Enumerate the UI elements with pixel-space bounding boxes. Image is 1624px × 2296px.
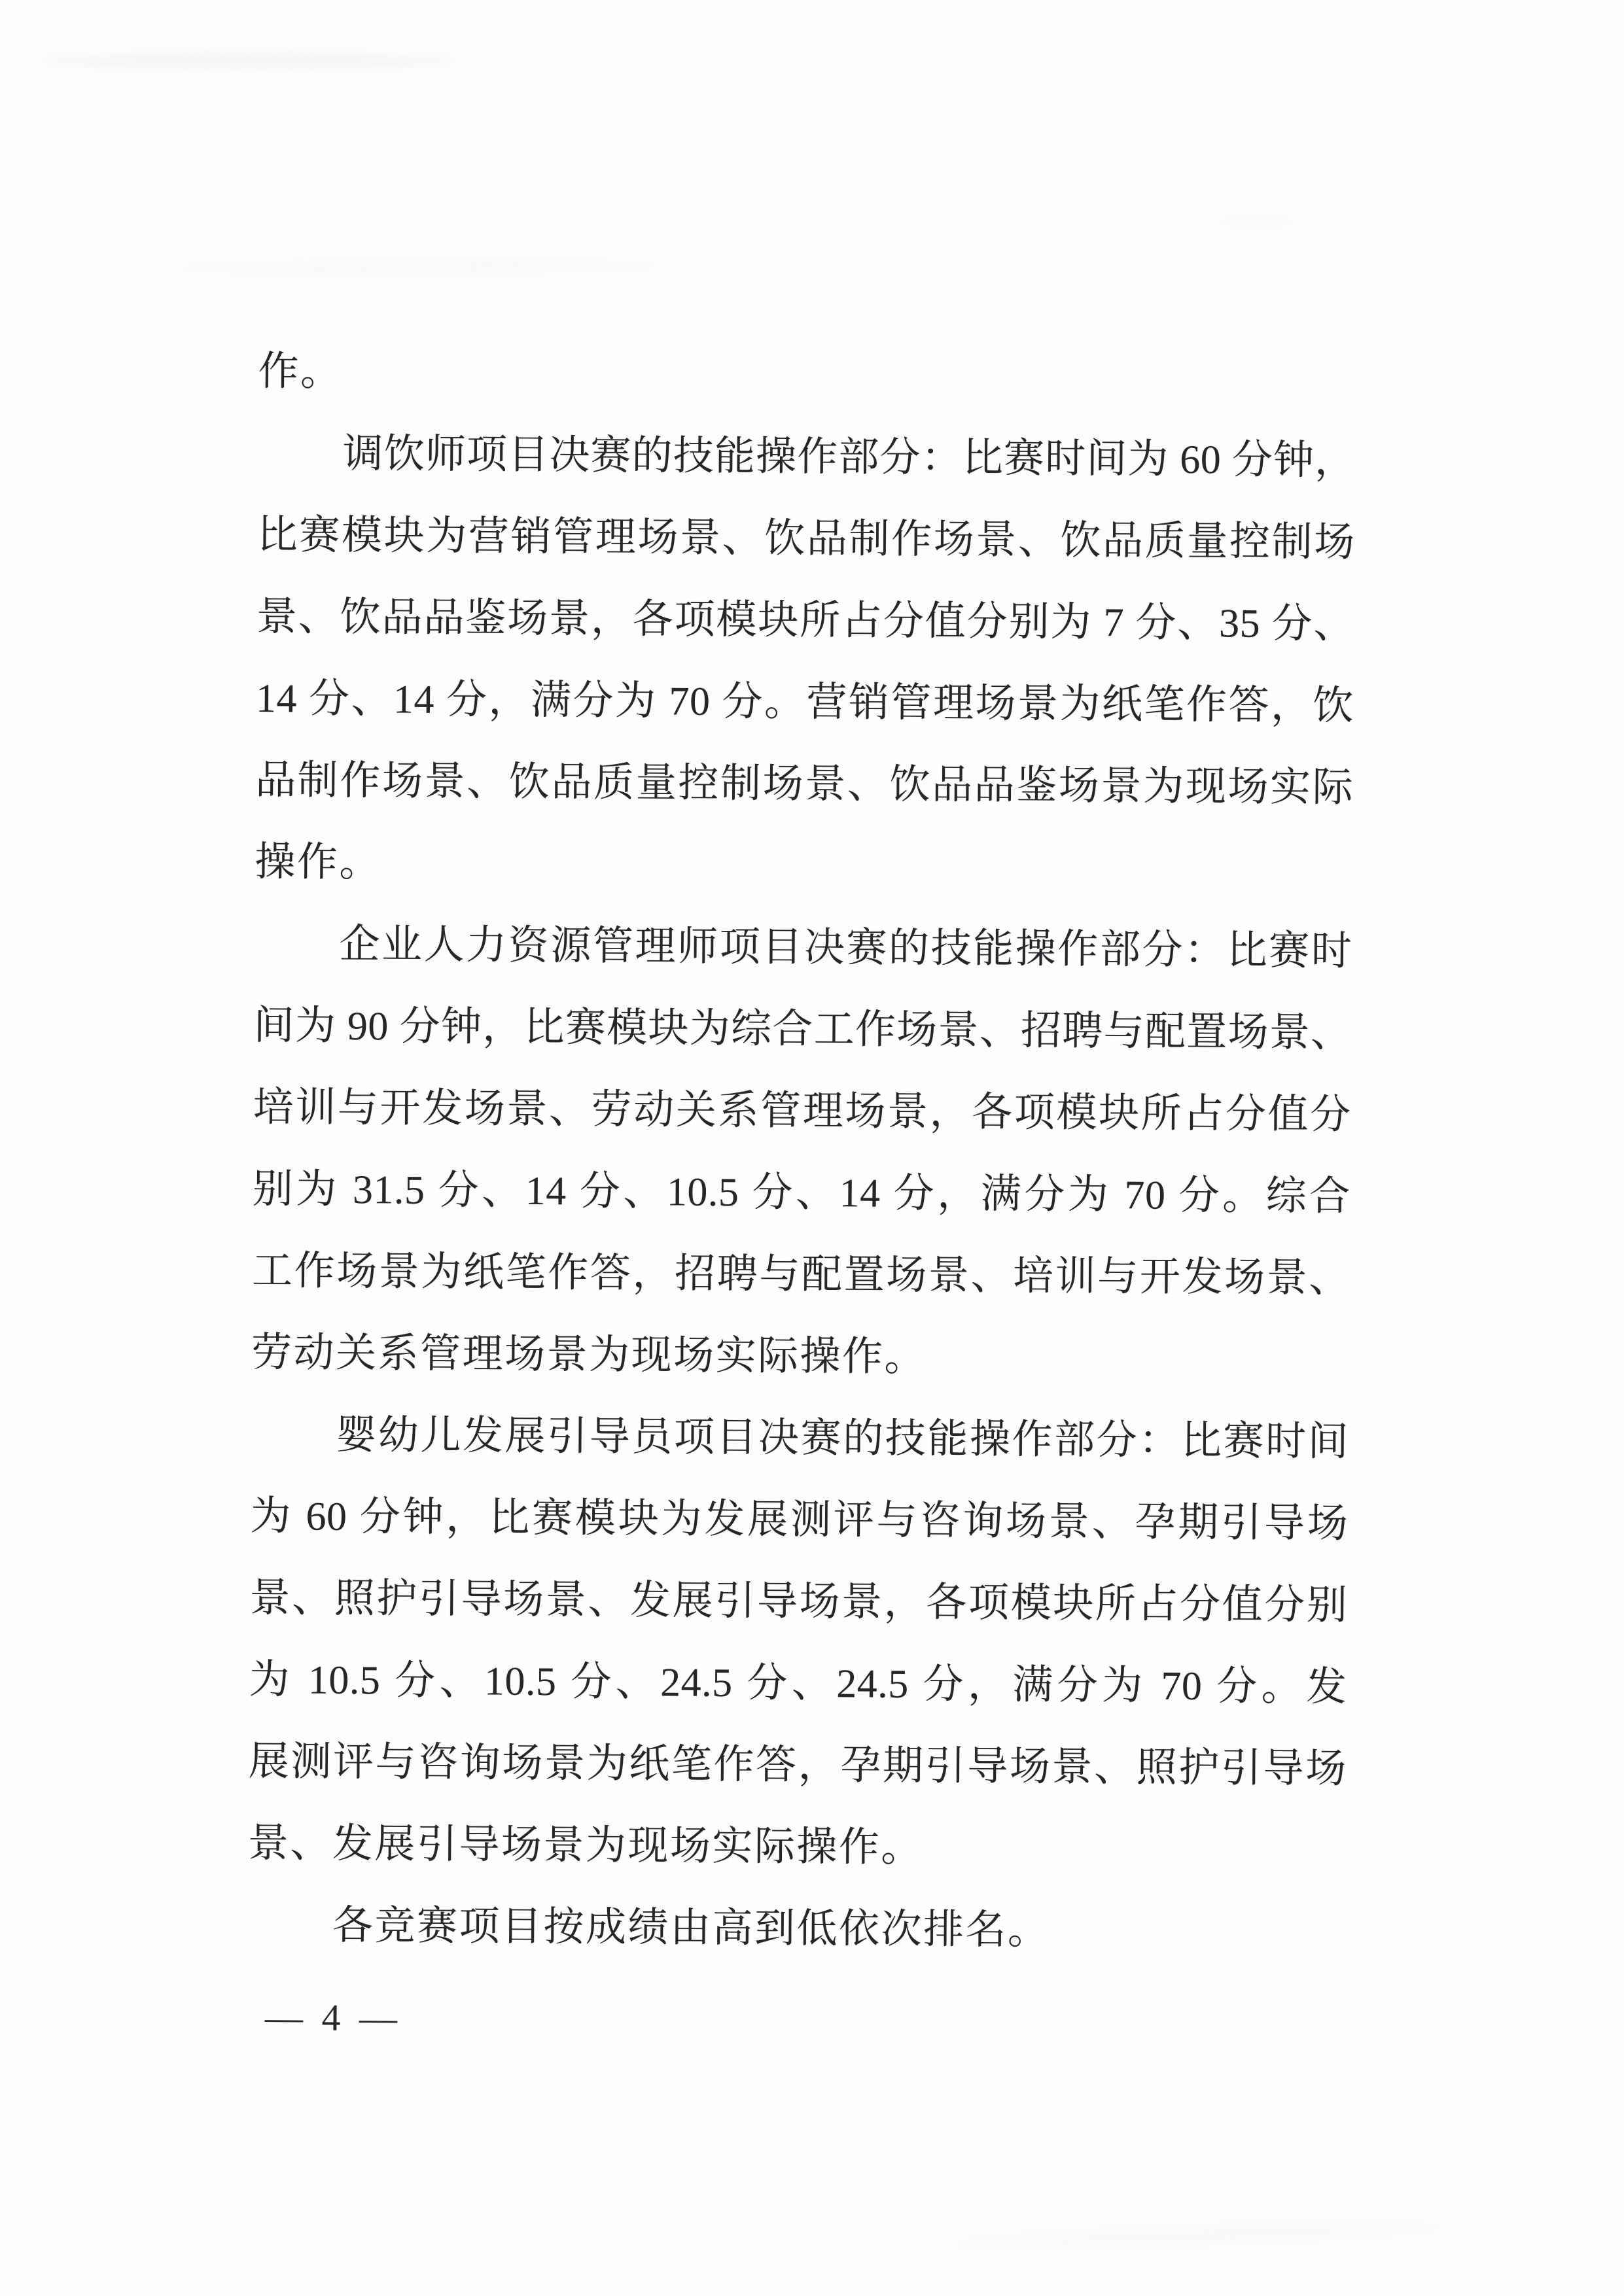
text-line: 品制作场景、饮品质量控制场景、饮品品鉴场景为现场实际 xyxy=(255,757,1354,810)
text-line: 工作场景为纸笔作答，招聘与配置场景、培训与开发场景、 xyxy=(251,1248,1350,1301)
scan-smudge xyxy=(39,52,458,69)
text-line: 企业人力资源管理师项目决赛的技能操作部分：比赛时 xyxy=(339,922,1352,974)
text-line: 作。 xyxy=(258,349,343,394)
text-line: 为 60 分钟，比赛模块为发展测评与咨询场景、孕期引导场 xyxy=(250,1493,1349,1546)
text-block xyxy=(247,331,1356,2040)
text-line: 调饮师项目决赛的技能操作部分：比赛时间为 60 分钟， xyxy=(342,431,1356,483)
text-line: 景、照护引导场景、发展引导场景，各项模块所占分值分别 xyxy=(249,1575,1348,1628)
page-number: — 4 — xyxy=(264,1996,399,2040)
text-line: 各竞赛项目按成绩由高到低依次排名。 xyxy=(332,1903,1050,1953)
text-line: 景、饮品品鉴场景，各项模块所占分值分别为 7 分、35 分、 xyxy=(256,594,1355,647)
text-line: 婴幼儿发展引导员项目决赛的技能操作部分：比赛时间 xyxy=(335,1412,1349,1465)
text-line: 14 分、14 分，满分为 70 分。营销管理场景为纸笔作答，饮 xyxy=(255,676,1354,729)
text-line: 比赛模块为营销管理场景、饮品制作场景、饮品质量控制场 xyxy=(256,512,1356,565)
text-line: 别为 31.5 分、14 分、10.5 分、14 分，满分为 70 分。综合 xyxy=(252,1166,1351,1219)
scan-smudge xyxy=(949,2216,1447,2255)
scan-smudge xyxy=(170,259,667,275)
text-line: 景、发展引导场景为现场实际操作。 xyxy=(247,1820,924,1871)
scan-smudge xyxy=(1217,216,1296,226)
text-line: 间为 90 分钟，比赛模块为综合工作场景、招聘与配置场景、 xyxy=(253,1003,1352,1056)
text-line: 劳动关系管理场景为现场实际操作。 xyxy=(251,1330,927,1380)
text-line: 培训与开发场景、劳动关系管理场景，各项模块所占分值分 xyxy=(253,1085,1351,1138)
text-line: 展测评与咨询场景为纸笔作答，孕期引导场景、照护引导场 xyxy=(248,1739,1347,1792)
text-line: 为 10.5 分、10.5 分、24.5 分、24.5 分，满分为 70 分。发 xyxy=(249,1657,1347,1710)
text-line: 操作。 xyxy=(255,839,382,886)
